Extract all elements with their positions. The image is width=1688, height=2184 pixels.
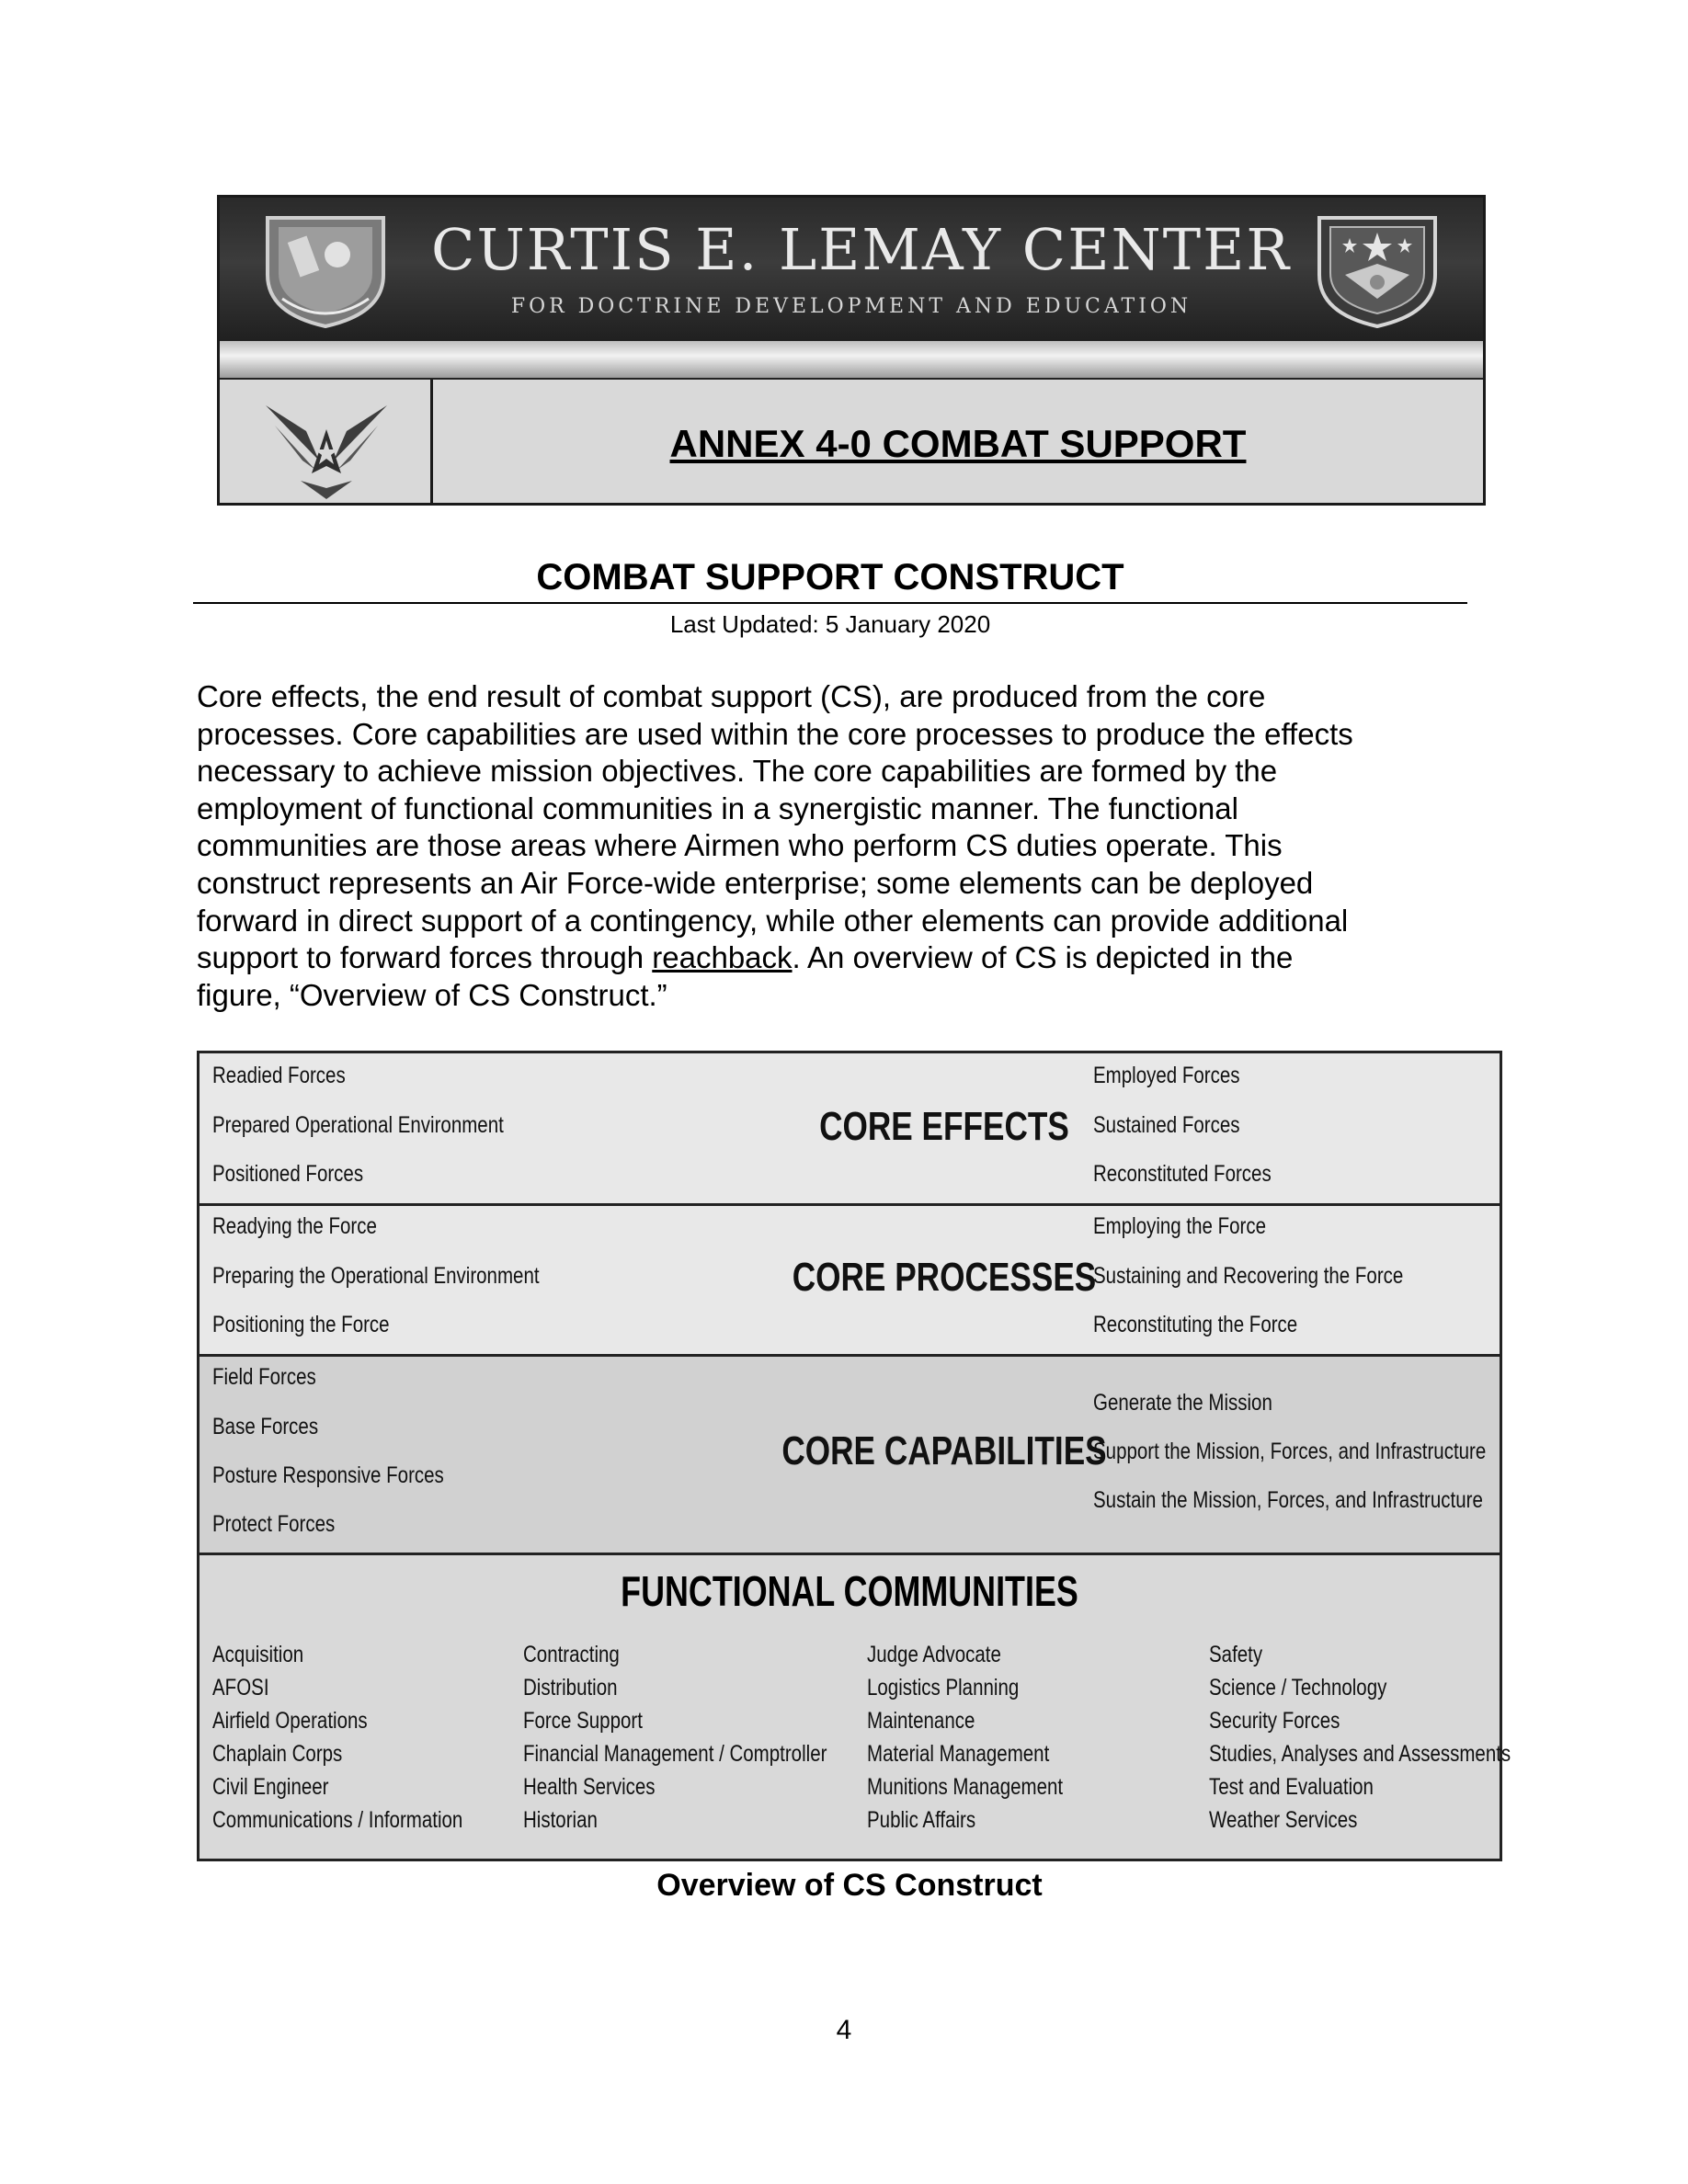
core-processes-left-item: Positioning the Force (212, 1312, 390, 1337)
center-title: CURTIS E. LEMAY CENTER (431, 216, 1292, 283)
core-processes-right-item: Employing the Force (1093, 1213, 1267, 1239)
last-updated: Last Updated: 5 January 2020 (669, 610, 991, 638)
functional-communities-column-3 (867, 1638, 1106, 1837)
community-item: Logistics Planning (867, 1675, 1020, 1701)
air-force-wings-icon (262, 389, 391, 501)
community-item: Contracting (523, 1642, 620, 1667)
community-item: Studies, Analyses and Assessments (1209, 1741, 1511, 1767)
page-number: 4 (836, 2015, 852, 2045)
paragraph-line: employment of functional communities in a synergistic manner. The functional (197, 791, 1238, 825)
air-university-seal-icon (257, 210, 394, 330)
banner-stripe (220, 341, 1483, 380)
functional-communities-band (200, 1555, 1511, 1859)
core-capabilities-left-item: Field Forces (212, 1364, 316, 1390)
community-item: Science / Technology (1209, 1675, 1387, 1701)
banner-header (220, 198, 1483, 341)
core-capabilities-right-item: Generate the Mission (1093, 1390, 1272, 1416)
paragraph-line: construct represents an Air Force-wide enterprise; some elements can be deployed (197, 865, 1314, 900)
community-item: Test and Evaluation (1209, 1774, 1374, 1800)
paragraph-line: processes. Core capabilities are used within the core processes to produce the effects (197, 716, 1353, 751)
paragraph-line (197, 939, 1493, 977)
community-item: Safety (1209, 1642, 1263, 1667)
community-item: Public Affairs (867, 1807, 976, 1833)
community-item: AFOSI (212, 1675, 269, 1701)
reachback-link[interactable]: reachback (652, 940, 793, 975)
paragraph-line: forward in direct support of a contingency, while other elements can provide additional (197, 903, 1349, 938)
community-item: Force Support (523, 1708, 643, 1734)
community-item: Material Management (867, 1741, 1050, 1767)
core-effects-left-item: Prepared Operational Environment (212, 1112, 504, 1138)
core-processes-right-item: Sustaining and Recovering the Force (1093, 1263, 1404, 1289)
functional-communities-column-2 (523, 1638, 894, 1837)
functional-communities-column-4 (1209, 1638, 1577, 1837)
lemay-center-seal-icon (1308, 210, 1446, 330)
functional-communities-title: FUNCTIONAL COMMUNITIES (621, 1567, 1078, 1615)
core-capabilities-right-item: Sustain the Mission, Forces, and Infrastructure (1093, 1487, 1483, 1513)
paragraph-line: figure, “Overview of CS Construct.” (197, 977, 667, 1012)
paragraph-text: . An overview of CS is depicted in the (792, 940, 1294, 975)
body-paragraph (197, 678, 1493, 1014)
core-processes-band (200, 1206, 1500, 1357)
community-item: Judge Advocate (867, 1642, 1001, 1667)
functional-communities-column-1 (212, 1638, 518, 1837)
section-title: COMBAT SUPPORT CONSTRUCT (536, 557, 1124, 597)
community-item: Security Forces (1209, 1708, 1340, 1734)
paragraph-line: Core effects, the end result of combat support (CS), are produced from the core (197, 679, 1266, 713)
paragraph-line: communities are those areas where Airmen who perform CS duties operate. This (197, 828, 1283, 863)
core-processes-left-item: Preparing the Operational Environment (212, 1263, 540, 1289)
cs-construct-figure (197, 1051, 1511, 1861)
core-capabilities-left-item: Base Forces (212, 1414, 319, 1439)
center-subtitle: FOR DOCTRINE DEVELOPMENT AND EDUCATION (510, 295, 1192, 318)
core-effects-right-item: Reconstituted Forces (1093, 1161, 1272, 1187)
paragraph-text: support to forward forces through (197, 940, 653, 975)
core-capabilities-band (200, 1357, 1500, 1555)
core-capabilities-left-item: Protect Forces (212, 1511, 336, 1537)
paragraph-line: necessary to achieve mission objectives. The core capabilities are formed by the (197, 754, 1278, 789)
annex-title: ANNEX 4-0 COMBAT SUPPORT (669, 422, 1247, 465)
doctrine-banner (217, 195, 1486, 506)
core-processes-title: CORE PROCESSES (792, 1255, 1097, 1300)
figure-caption: Overview of CS Construct (656, 1868, 1043, 1903)
core-effects-left-item: Positioned Forces (212, 1161, 364, 1187)
heading-rule (193, 602, 1467, 604)
community-item: Financial Management / Comptroller (523, 1741, 827, 1767)
community-item: Weather Services (1209, 1807, 1358, 1833)
core-effects-left-item: Readied Forces (212, 1063, 346, 1088)
community-item: Health Services (523, 1774, 656, 1800)
core-processes-left-item: Readying the Force (212, 1213, 377, 1239)
community-item: Maintenance (867, 1708, 975, 1734)
community-item: Airfield Operations (212, 1708, 368, 1734)
core-capabilities-title: CORE CAPABILITIES (781, 1428, 1107, 1473)
annex-row (220, 380, 1483, 503)
community-item: Munitions Management (867, 1774, 1064, 1800)
core-processes-right-item: Reconstituting the Force (1093, 1312, 1298, 1337)
community-item: Chaplain Corps (212, 1741, 343, 1767)
core-effects-right-item: Employed Forces (1093, 1063, 1240, 1088)
community-item: Civil Engineer (212, 1774, 329, 1800)
core-capabilities-right-item: Support the Mission, Forces, and Infrastructure (1093, 1439, 1487, 1464)
core-effects-band (200, 1053, 1500, 1206)
community-item: Acquisition (212, 1642, 304, 1667)
core-capabilities-left-item: Posture Responsive Forces (212, 1462, 444, 1488)
core-effects-right-item: Sustained Forces (1093, 1112, 1240, 1138)
community-item: Distribution (523, 1675, 618, 1701)
core-effects-title: CORE EFFECTS (819, 1104, 1069, 1149)
community-item: Historian (523, 1807, 598, 1833)
community-item: Communications / Information (212, 1807, 463, 1833)
wings-cell (220, 380, 433, 503)
